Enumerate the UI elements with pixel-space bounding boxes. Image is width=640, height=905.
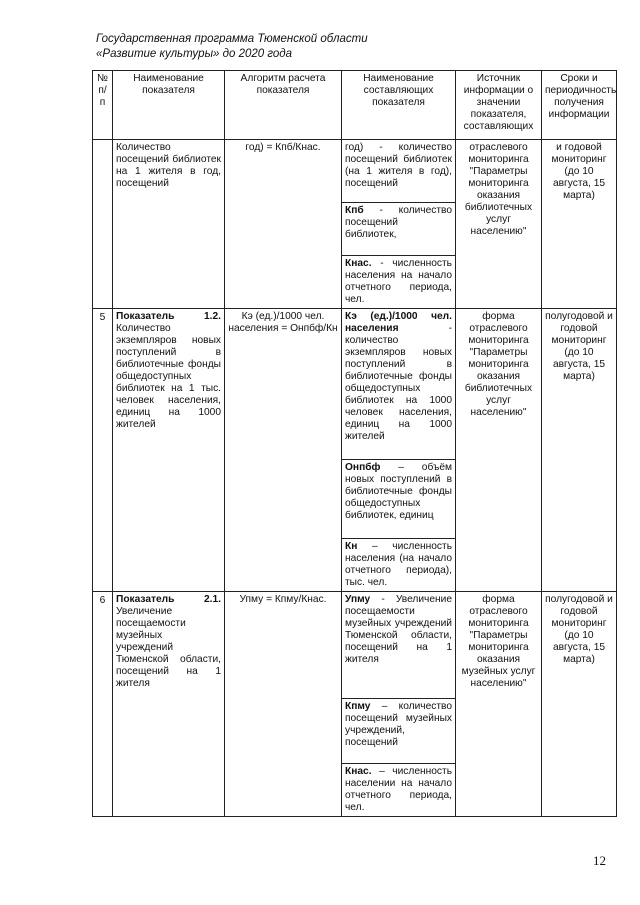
program-title: Государственная программа Тюменской области xyxy=(96,33,368,45)
table-row xyxy=(93,592,617,699)
indicator-name: Показатель 2.1. Увеличение посещаемости музейных учреждений Тюменской области, посещений на 1 жителя xyxy=(113,592,225,817)
row-number: 5 xyxy=(93,309,113,592)
info-source: форма отраслевого мониторинга "Параметры мониторинга оказания библиотечных услуг населению" xyxy=(456,309,542,592)
component-cell: Онпбф – объём новых поступлений в библиотечные фонды общедоступных библиотек, единиц xyxy=(342,460,456,539)
info-source: отраслевого мониторинга "Параметры мониторинга оказания библиотечных услуг населению" xyxy=(456,140,542,309)
indicator-name: Количество посещений библиотек на 1 жителя в год, посещений xyxy=(113,140,225,309)
indicators-table xyxy=(92,70,617,817)
program-subtitle: «Развитие культуры» до 2020 года xyxy=(96,48,293,60)
component-cell: Кпму – количество посещений музейных учреждений, посещений xyxy=(342,699,456,764)
component-cell: Кпб - количество посещений библиотек, xyxy=(342,203,456,256)
col-header-number: № п/п xyxy=(93,71,113,140)
info-term: полугодовой и годовой мониторинг (до 10 августа, 15 марта) xyxy=(542,309,617,592)
indicator-algorithm: Упму = Кпму/Кнас. xyxy=(225,592,342,817)
table-row xyxy=(93,309,617,460)
info-source: форма отраслевого мониторинга "Параметры мониторинга оказания музейных услуг населению" xyxy=(456,592,542,817)
col-header-source: Источник информации о значении показателя, составляющих xyxy=(456,71,542,140)
info-term: полугодовой и годовой мониторинг (до 10 августа, 15 марта) xyxy=(542,592,617,817)
row-number xyxy=(93,140,113,309)
component-cell: Упму - Увеличение посещаемости музейных учреждений Тюменской области, посещений на 1 жителя xyxy=(342,592,456,699)
row-number: 6 xyxy=(93,592,113,817)
col-header-algorithm: Алгоритм расчета показателя xyxy=(225,71,342,140)
table-row xyxy=(93,140,617,203)
component-cell: год) - количество посещений библиотек (на 1 жителя в год), посещений xyxy=(342,140,456,203)
component-cell: Кнас. - численность населения на начало отчетного периода, чел. xyxy=(342,256,456,309)
indicator-algorithm: Кэ (ед.)/1000 чел. населения = Онпбф/Кн xyxy=(225,309,342,592)
info-term: и годовой мониторинг (до 10 августа, 15 марта) xyxy=(542,140,617,309)
col-header-term: Сроки и периодичность получения информации xyxy=(542,71,617,140)
indicator-name: Показатель 1.2. Количество экземпляров новых поступлений в библиотечные фонды общедоступных библиотек на 1 тыс. человек населения, единиц на 1000 жителей xyxy=(113,309,225,592)
col-header-components: Наименование составляющих показателя xyxy=(342,71,456,140)
indicator-algorithm: год) = Кпб/Кнас. xyxy=(225,140,342,309)
col-header-name: Наименование показателя xyxy=(113,71,225,140)
component-cell: Кнас. – численность населении на начало отчетного периода, чел. xyxy=(342,764,456,817)
component-cell: Кн – численность населения (на начало отчетного периода), тыс. чел. xyxy=(342,539,456,592)
page-number: 12 xyxy=(593,853,606,868)
component-cell: Кэ (ед.)/1000 чел. населения - количество экземпляров новых поступлений в библиотечные фонды общедоступных библиотек на 1000 человек населения, единиц на 1000 жителей xyxy=(342,309,456,460)
document-header xyxy=(96,32,368,62)
table-header-row xyxy=(93,71,617,140)
